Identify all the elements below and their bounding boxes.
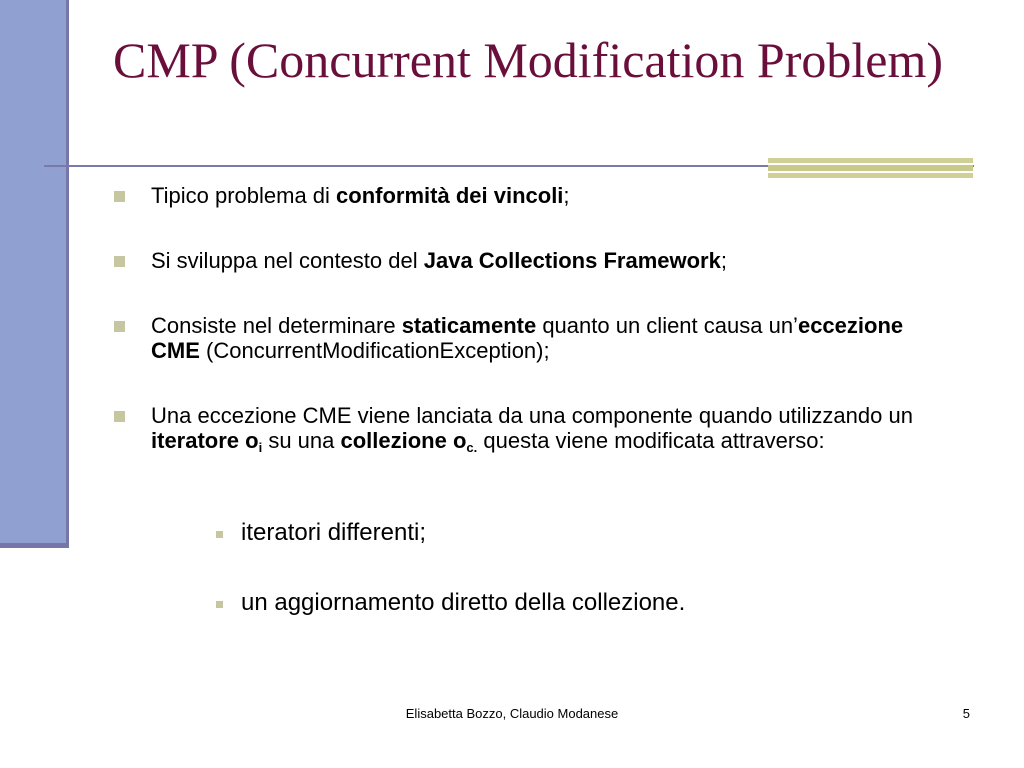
sub-bullet-item-2: [216, 589, 916, 617]
bullet-square-icon: [114, 411, 125, 422]
accent-stripe-top: [768, 158, 973, 163]
bullet-item-4: [112, 403, 932, 453]
bullet-item-2: [112, 248, 932, 273]
accent-stripe-middle: [768, 165, 973, 171]
bullet-text: Consiste nel determinare staticamente quanto un client causa un’eccezione CME (ConcurrentModificationException);: [151, 313, 904, 363]
sub-bullet-item-1: [216, 519, 916, 547]
bullet-item-1: [112, 183, 932, 208]
left-decorative-bar: [0, 0, 66, 546]
sub-bullet-square-icon: [216, 531, 223, 538]
footer-authors: Elisabetta Bozzo, Claudio Modanese: [405, 706, 619, 721]
accent-stripe-bottom: [768, 173, 973, 178]
bullet-item-3: [112, 313, 932, 363]
bullet-square-icon: [114, 256, 125, 267]
accent-stripes: [768, 158, 973, 180]
bullet-square-icon: [114, 191, 125, 202]
bullet-text: Si sviluppa nel contesto del Java Collections Framework;: [151, 248, 727, 273]
left-bar-bottom-edge: [0, 543, 68, 548]
sub-bullet-text: iteratori differenti;: [241, 519, 426, 546]
left-bar-edge: [66, 0, 69, 548]
page-number: 5: [962, 706, 970, 721]
bullet-square-icon: [114, 321, 125, 332]
sub-bullet-text: un aggiornamento diretto della collezione.: [241, 589, 686, 616]
slide-title: CMP (Concurrent Modification Problem): [113, 32, 943, 88]
sub-bullet-square-icon: [216, 601, 223, 608]
bullet-text: Tipico problema di conformità dei vincoli;: [151, 183, 570, 208]
bullet-text: Una eccezione CME viene lanciata da una componente quando utilizzando un iteratore $o_i$ su una collezione $o_{c.}$ questa viene modificata attraverso:: [151, 403, 913, 455]
